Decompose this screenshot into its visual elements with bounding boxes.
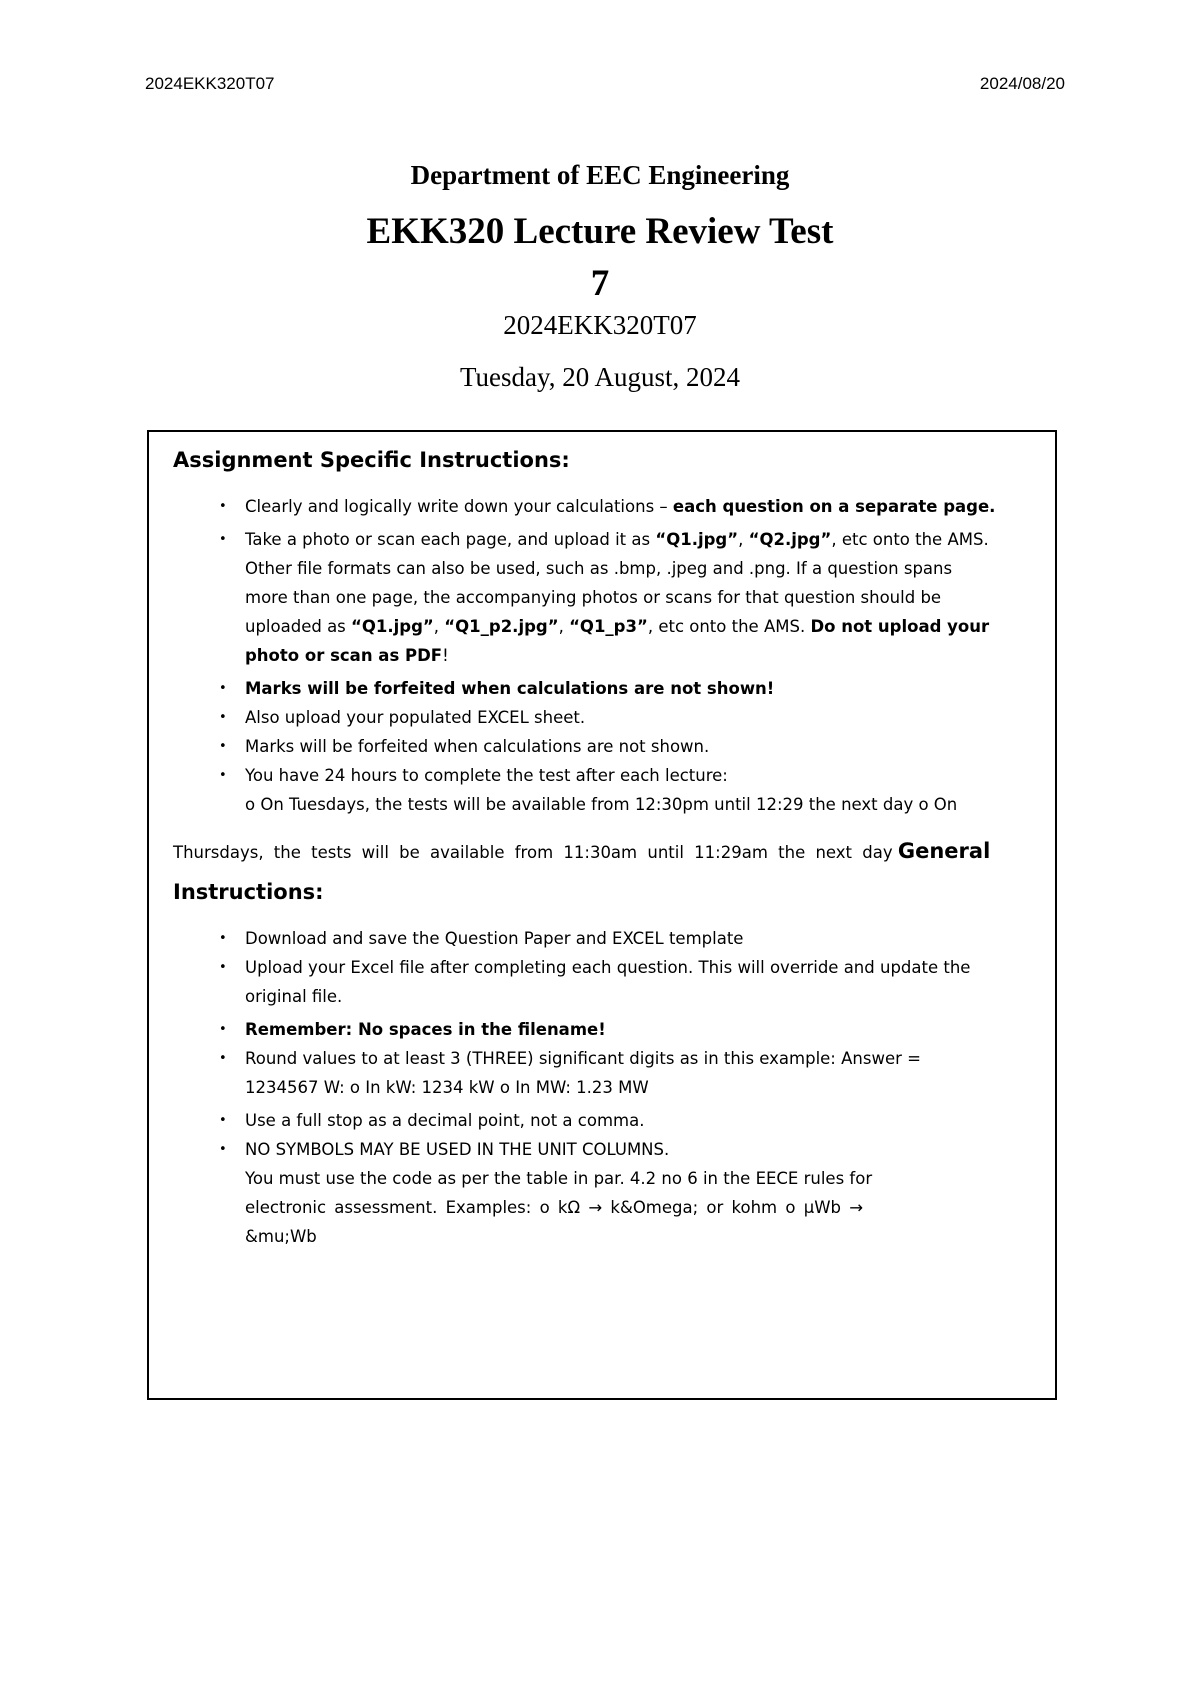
list-item: • You have 24 hours to complete the test after each lecture: o On Tuesdays, the tests will be available from 12:30pm until 12:29 the next day o On (173, 761, 1037, 819)
course-title: EKK320 Lecture Review Test (366, 211, 834, 252)
bullet-icon: • (219, 768, 227, 783)
instructions-box (147, 430, 1057, 1400)
bullet-icon: • (219, 960, 227, 975)
bullet-icon: • (219, 931, 227, 946)
bullet-icon: • (219, 1142, 227, 1157)
list-item: • NO SYMBOLS MAY BE USED IN THE UNIT COLUMNS. You must use the code as per the table in par. 4.2 no 6 in the EECE rules for electronic assessment. Examples: o kΩ → k&Omega; or kohm o µWb → &mu;Wb (173, 1135, 1037, 1251)
list-item: • Round values to at least 3 (THREE) significant digits as in this example: Answer = 1234567 W: o In kW: 1234 kW o In MW: 1.23 MW (173, 1044, 1037, 1102)
general-heading: Instructions: (173, 880, 324, 904)
general-bullet-list (173, 924, 1037, 1251)
list-item: • Marks will be forfeited when calculations are not shown. (173, 732, 1037, 761)
list-item: • Also upload your populated EXCEL sheet. (173, 703, 1037, 732)
bullet-icon: • (219, 681, 227, 696)
test-number: 7 (590, 263, 610, 304)
department-title: Department of EEC Engineering (410, 160, 790, 190)
bullet-icon: • (219, 710, 227, 725)
list-item: • Take a photo or scan each page, and upload it as “Q1.jpg”, “Q2.jpg”, etc onto the AMS. Other file formats can also be used, such as .bmp, .jpeg and .png. If a question spans more than one page, the accompanying photos or scans for that question should be uploaded as “Q1.jpg”, “Q1_p2.jpg”, “Q1_p3”, etc onto the AMS. Do not upload your photo or scan as PDF! (173, 525, 1037, 670)
bullet-icon: • (219, 499, 227, 514)
test-code: 2024EKK320T07 (503, 310, 697, 340)
bullet-icon: • (219, 1051, 227, 1066)
list-item: • Download and save the Question Paper and EXCEL template (173, 924, 1037, 953)
run-on-line: Thursdays, the tests will be available from 11:30am until 11:29am the next day General (173, 839, 991, 863)
header-left-code: 2024EKK320T07 (145, 74, 275, 93)
assignment-heading: Assignment Specific Instructions: (173, 448, 570, 472)
assignment-bullet-list (173, 492, 1037, 819)
bullet-icon: • (219, 1113, 227, 1128)
bullet-icon: • (219, 532, 227, 547)
list-item: • Clearly and logically write down your calculations – each question on a separate page. (173, 492, 1037, 521)
list-item: • Marks will be forfeited when calculations are not shown! (173, 674, 1037, 703)
bullet-icon: • (219, 739, 227, 754)
header-right-date: 2024/08/20 (979, 74, 1065, 93)
bullet-icon: • (219, 1022, 227, 1037)
test-date: Tuesday, 20 August, 2024 (459, 362, 741, 392)
list-item: • Remember: No spaces in the filename! (173, 1015, 1037, 1044)
list-item: • Use a full stop as a decimal point, not a comma. (173, 1106, 1037, 1135)
list-item: • Upload your Excel file after completing each question. This will override and update the original file. (173, 953, 1037, 1011)
